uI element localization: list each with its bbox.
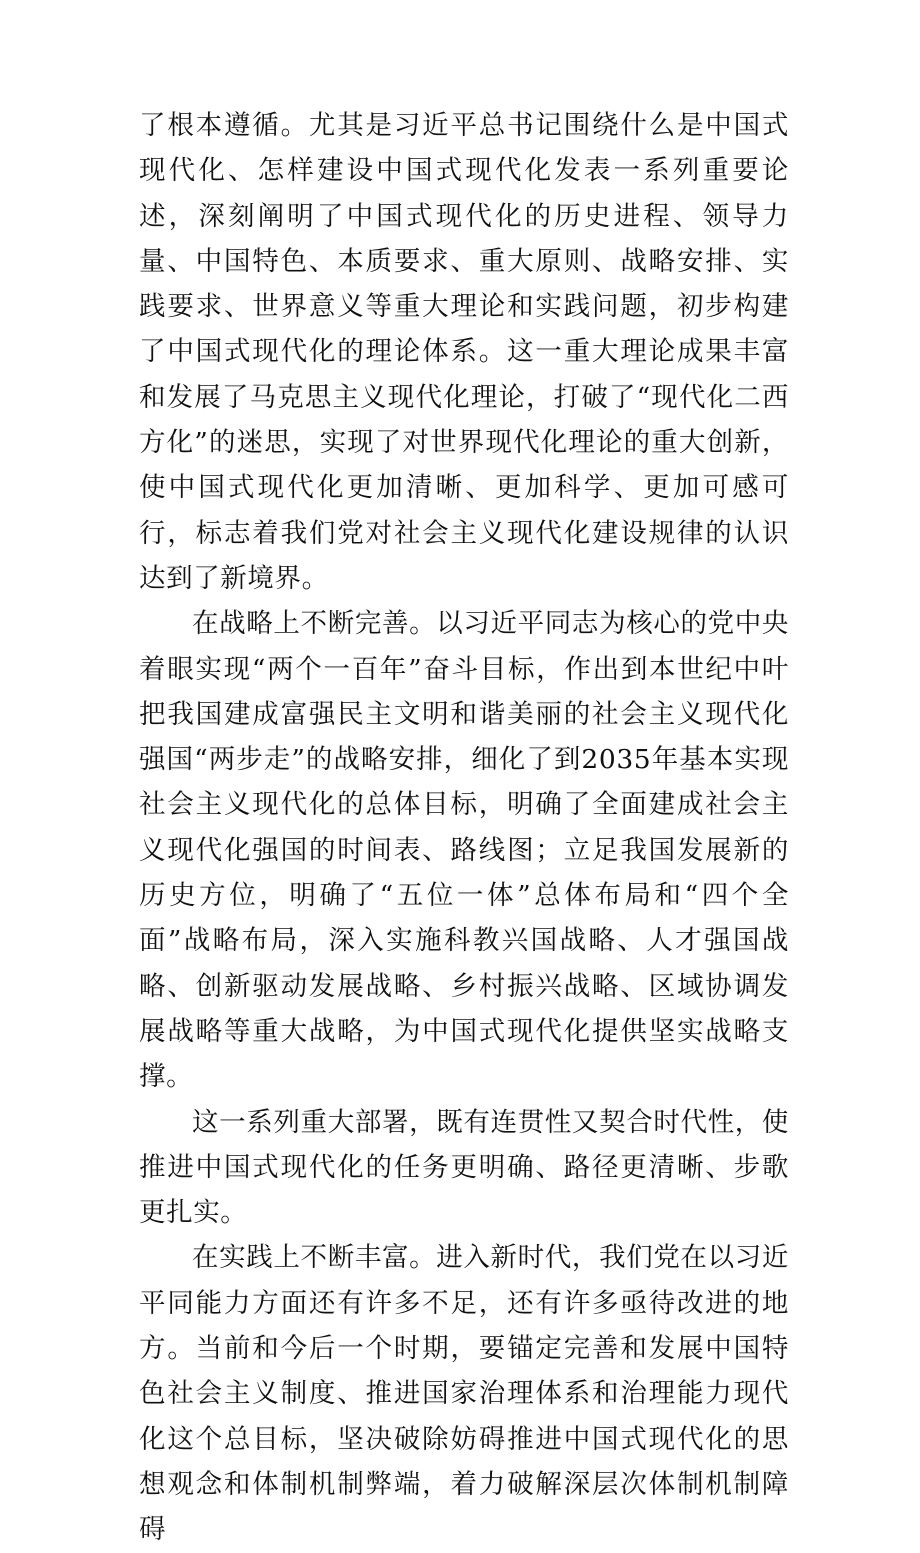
paragraph-2: 在战略上不断完善。以习近平同志为核心的党中央着眼实现“两个一百年”奋斗目标，作出到本世纪中叶把我国建成富强民主文明和谐美丽的社会主义现代化强国“两步走”的战略安排，细化了到2035年基本实现社会主义现代化的总体目标，明确了全面建成社会主义现代化强国的时间表、路线图；立足我国发展新的历史方位，明确了“五位一体”总体布局和“四个全面”战略布局，深入实施科教兴国战略、人才强国战略、创新驱动发展战略、乡村振兴战略、区域协调发展战略等重大战略，为中国式现代化提供坚实战略支撑。 xyxy=(139,608,789,1093)
document-body xyxy=(139,103,789,1553)
paragraph-1: 了根本遵循。尤其是习近平总书记围绕什么是中国式现代化、怎样建设中国式现代化发表一系列重要论述，深刻阐明了中国式现代化的历史进程、领导力量、中国特色、本质要求、重大原则、战略安排、实践要求、世界意义等重大理论和实践问题，初步构建了中国式现代化的理论体系。这一重大理论成果丰富和发展了马克思主义现代化理论，打破了“现代化二西方化”的迷思，实现了对世界现代化理论的重大创新，使中国式现代化更加清晰、更加科学、更加可感可行，标志着我们党对社会主义现代化建设规律的认识达到了新境界。 xyxy=(139,110,789,594)
paragraph-4: 在实践上不断丰富。进入新时代，我们党在以习近平同能力方面还有许多不足，还有许多亟待改进的地方。当前和今后一个时期，要锚定完善和发展中国特色社会主义制度、推进国家治理体系和治理能力现代化这个总目标，坚决破除妨碍推进中国式现代化的思想观念和体制机制弊端，着力破解深层次体制机制障碍 xyxy=(139,1242,789,1546)
paragraph-3: 这一系列重大部署，既有连贯性又契合时代性，使推进中国式现代化的任务更明确、路径更清晰、步歌更扎实。 xyxy=(139,1106,789,1229)
